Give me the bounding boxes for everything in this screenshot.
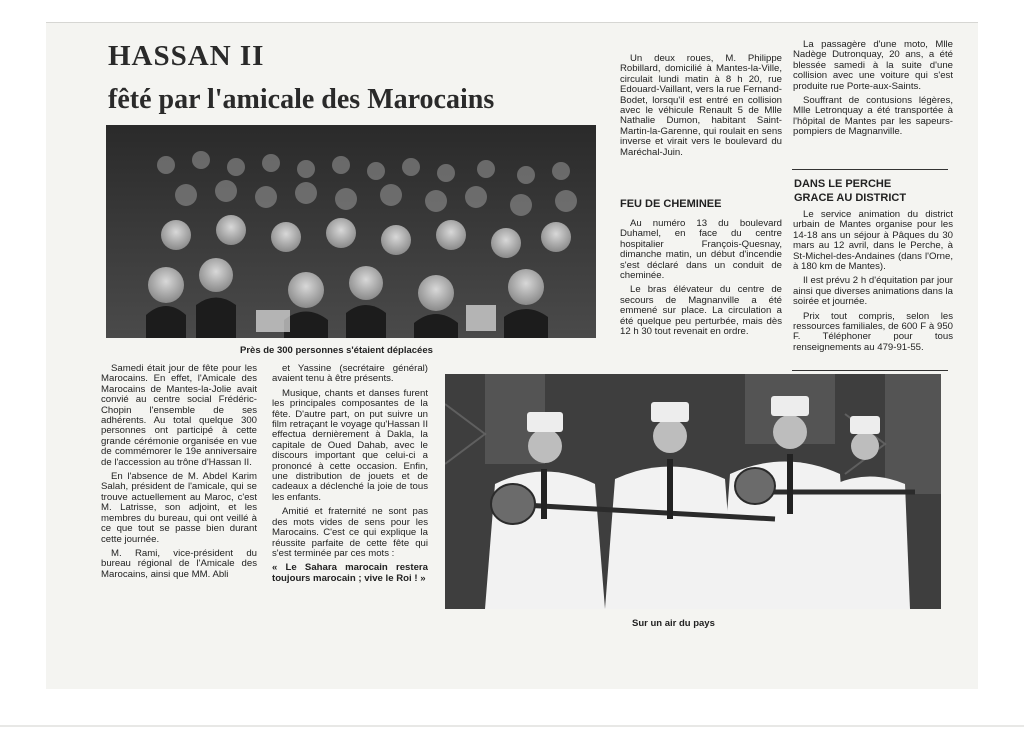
article-paragraph: Samedi était jour de fête pour les Marocains. En effet, l'Amicale des Marocains de Mantes-la-Jolie avait convié au centre social Frédéric-Chopin l'ensemble de ses adhérents. Au total quelque 300 personnes ont participé à cette grande cérémonie organisée en vue de commémorer le 19e anniversaire de l'accession au trône d'Hassan II.	[101, 363, 257, 468]
article-paragraph: Musique, chants et danses furent les principales composantes de la fête. D'autre part, on put suivre un film retraçant le voyage qu'Hassan II effectua dernièrement à Dakla, la capitale de Oued Dahab, avec le discours important que celui-ci a prononcé à cette occasion. Enfin, une distribution de jouets et de cadeaux a déclenché la joie de tous les enfants.	[272, 387, 428, 503]
headline-subtitle: fêté par l'amicale des Marocains	[108, 84, 495, 115]
article-paragraph: M. Rami, vice-président du bureau régional de l'Amicale des Marocains, ainsi que MM. Abli	[101, 547, 257, 580]
musicians-photo-caption: Sur un air du pays	[632, 618, 715, 629]
news-paragraph: La passagère d'une moto, Mlle Nadège Dutronquay, 20 ans, a été blessée samedi à la suite d'une collision avec une voiture qui s'est produite rue Porte-aux-Saints.	[793, 39, 953, 92]
crowd-photo-caption: Près de 300 personnes s'étaient déplacées	[240, 345, 433, 356]
headline-title: HASSAN II	[108, 40, 265, 72]
news-paragraph: Le bras élévateur du centre de secours de Magnanville a été emmené sur place. La circulation a été quelque peu perturbée, mais dès 12 h 30 tout revenait en ordre.	[620, 284, 782, 338]
fire-news-body	[620, 219, 782, 341]
news-paragraph: Au numéro 13 du boulevard Duhamel, en face du centre hospitalier François-Quesnay, dimanche matin, un début d'incendie s'est déclaré dans un conduit de cheminée.	[620, 218, 782, 282]
perche-news-title-line-1: DANS LE PERCHE	[794, 178, 892, 190]
scan-edge-line	[0, 725, 1024, 727]
perche-news-title-line-2: GRACE AU DISTRICT	[794, 192, 907, 204]
news-column-a	[620, 54, 782, 162]
news-paragraph: Il est prévu 2 h d'équitation par jour ainsi que diverses animations dans la soirée et journée.	[793, 275, 953, 308]
musicians-photo	[445, 374, 941, 609]
article-paragraph: En l'absence de M. Abdel Karim Salah, président de l'amicale, qui se trouve actuellement au Maroc, c'est M. Latrisse, son adjoint, et les membres du bureau, qui ont veillé à ce que tout se passe bien durant cette journée.	[101, 471, 257, 545]
section-divider	[792, 169, 948, 170]
section-divider	[792, 370, 948, 371]
news-paragraph: Prix tout compris, selon les ressources familiales, de 600 F à 950 F. Téléphoner pour tous renseignements au 479-91-55.	[793, 310, 953, 353]
news-column-b	[793, 40, 953, 142]
news-paragraph: Un deux roues, M. Philippe Robillard, domicilié à Mantes-la-Ville, circulait lundi matin à 8 h 20, rue Edouard-Vaillant, vers la rue Fernand-Bodet, lorsqu'il est entré en collision avec le véhicule Renault 5 de Mlle Nathalie Dumon, habitant Saint-Martin-la-Garenne, qui roulait en sens inverse et virait vers le boulevard du Maréchal-Juin.	[620, 53, 782, 158]
article-column-1	[101, 364, 257, 584]
crowd-photo	[106, 125, 596, 338]
article-paragraph: Amitié et fraternité ne sont pas des mots vides de sens pour les Marocains. C'est ce qui explique la réussite parfaite de cette fête qui s'est terminée par ces mots :	[272, 506, 428, 559]
fire-news-title: FEU DE CHEMINEE	[620, 198, 722, 210]
perche-news-body	[793, 210, 953, 357]
article-quote: « Le Sahara marocain restera toujours marocain ; vive le Roi ! »	[272, 562, 428, 584]
news-paragraph: Souffrant de contusions légères, Mlle Letronquay a été transportée à l'hôpital de Mantes par les sapeurs-pompiers de Magnanville.	[793, 95, 953, 138]
article-column-2	[272, 364, 428, 588]
article-paragraph: et Yassine (secrétaire général) avaient tenu à être présents.	[272, 363, 428, 385]
news-paragraph: Le service animation du district urbain de Mantes organise pour les 14-18 ans un séjour à Pâques du 30 mars au 12 avril, dans le Perche, à St-Michel-des-Andaines (dans l'Orne, à 180 km de Mantes).	[793, 209, 953, 273]
